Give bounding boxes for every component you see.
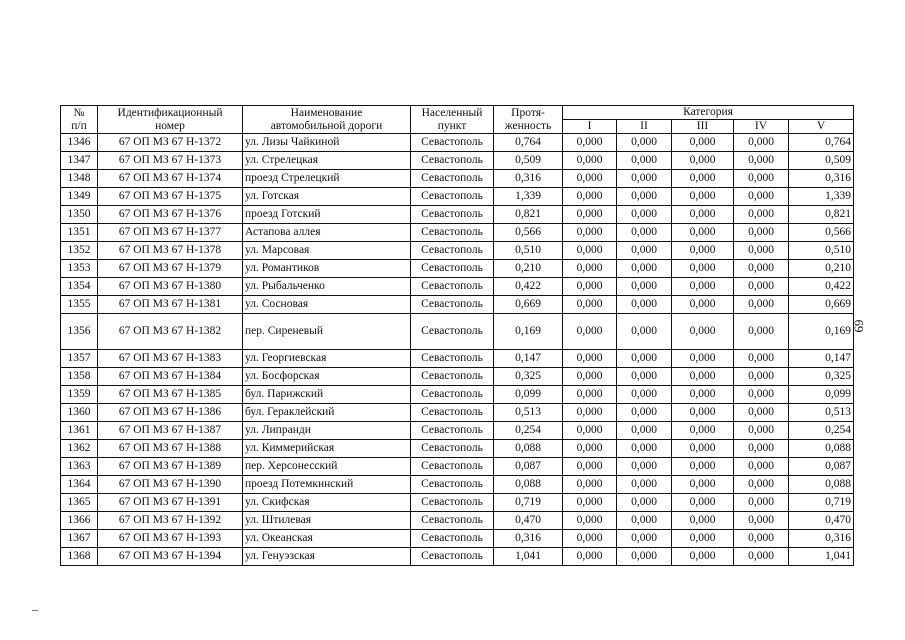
cell-number: 1355 — [61, 296, 98, 314]
cell-number: 1346 — [61, 134, 98, 152]
cell-cat-1: 0,000 — [563, 224, 617, 242]
cell-road-name: ул. Генуэзская — [243, 548, 411, 566]
cell-road-name: ул. Марсовая — [243, 242, 411, 260]
table-row — [61, 422, 854, 440]
cell-settlement: Севастополь — [411, 296, 494, 314]
cell-length: 0,510 — [494, 242, 563, 260]
table-row — [61, 494, 854, 512]
cell-number: 1365 — [61, 494, 98, 512]
cell-length: 0,254 — [494, 422, 563, 440]
cell-settlement: Севастополь — [411, 494, 494, 512]
cell-settlement: Севастополь — [411, 530, 494, 548]
cell-cat-3: 0,000 — [672, 224, 734, 242]
cell-cat-2: 0,000 — [617, 296, 672, 314]
cell-cat-3: 0,000 — [672, 458, 734, 476]
cell-road-name: ул. Липранди — [243, 422, 411, 440]
cell-cat-3: 0,000 — [672, 548, 734, 566]
cell-length: 0,316 — [494, 530, 563, 548]
cell-cat-5: 1,041 — [789, 548, 854, 566]
cell-number: 1367 — [61, 530, 98, 548]
cell-cat-3: 0,000 — [672, 512, 734, 530]
roads-table — [60, 105, 854, 566]
cell-cat-2: 0,000 — [617, 188, 672, 206]
cell-cat-5: 0,764 — [789, 134, 854, 152]
cell-cat-2: 0,000 — [617, 476, 672, 494]
cell-id: 67 ОП МЗ 67 Н-1380 — [98, 278, 243, 296]
cell-road-name: ул. Георгиевская — [243, 350, 411, 368]
cell-cat-4: 0,000 — [734, 206, 789, 224]
cell-cat-1: 0,000 — [563, 512, 617, 530]
cell-cat-3: 0,000 — [672, 476, 734, 494]
cell-length: 1,339 — [494, 188, 563, 206]
table-row — [61, 404, 854, 422]
cell-cat-3: 0,000 — [672, 368, 734, 386]
cell-cat-3: 0,000 — [672, 206, 734, 224]
cell-road-name: бул. Парижский — [243, 386, 411, 404]
cell-cat-2: 0,000 — [617, 512, 672, 530]
cell-road-name: пер. Херсонесский — [243, 458, 411, 476]
cell-number: 1351 — [61, 224, 98, 242]
cell-cat-1: 0,000 — [563, 296, 617, 314]
cell-settlement: Севастополь — [411, 440, 494, 458]
cell-cat-1: 0,000 — [563, 404, 617, 422]
cell-length: 0,669 — [494, 296, 563, 314]
cell-id: 67 ОП МЗ 67 Н-1390 — [98, 476, 243, 494]
table-row — [61, 548, 854, 566]
header-cat-5: V — [789, 120, 854, 134]
cell-cat-5: 0,088 — [789, 440, 854, 458]
table-row — [61, 368, 854, 386]
cell-cat-4: 0,000 — [734, 404, 789, 422]
table-row — [61, 152, 854, 170]
table-row — [61, 458, 854, 476]
cell-road-name: ул. Киммерийская — [243, 440, 411, 458]
cell-cat-4: 0,000 — [734, 368, 789, 386]
cell-cat-1: 0,000 — [563, 170, 617, 188]
cell-id: 67 ОП МЗ 67 Н-1384 — [98, 368, 243, 386]
cell-length: 0,470 — [494, 512, 563, 530]
cell-cat-2: 0,000 — [617, 404, 672, 422]
cell-cat-3: 0,000 — [672, 350, 734, 368]
cell-cat-1: 0,000 — [563, 314, 617, 350]
cell-settlement: Севастополь — [411, 512, 494, 530]
cell-cat-4: 0,000 — [734, 152, 789, 170]
cell-cat-5: 0,325 — [789, 368, 854, 386]
cell-cat-4: 0,000 — [734, 260, 789, 278]
cell-cat-4: 0,000 — [734, 512, 789, 530]
cell-cat-4: 0,000 — [734, 422, 789, 440]
table-row — [61, 530, 854, 548]
cell-cat-5: 0,316 — [789, 530, 854, 548]
cell-id: 67 ОП МЗ 67 Н-1382 — [98, 314, 243, 350]
cell-cat-4: 0,000 — [734, 278, 789, 296]
cell-road-name: ул. Лизы Чайкиной — [243, 134, 411, 152]
cell-length: 0,087 — [494, 458, 563, 476]
header-id: Идентификационный номер — [98, 106, 243, 134]
cell-cat-5: 1,339 — [789, 188, 854, 206]
cell-id: 67 ОП МЗ 67 Н-1376 — [98, 206, 243, 224]
cell-number: 1350 — [61, 206, 98, 224]
cell-length: 0,325 — [494, 368, 563, 386]
table-row — [61, 224, 854, 242]
cell-cat-4: 0,000 — [734, 242, 789, 260]
cell-road-name: ул. Скифская — [243, 494, 411, 512]
cell-cat-2: 0,000 — [617, 314, 672, 350]
cell-number: 1352 — [61, 242, 98, 260]
cell-length: 0,513 — [494, 404, 563, 422]
table-body — [61, 134, 854, 566]
cell-number: 1368 — [61, 548, 98, 566]
cell-cat-2: 0,000 — [617, 422, 672, 440]
cell-cat-1: 0,000 — [563, 242, 617, 260]
table-row — [61, 386, 854, 404]
cell-cat-5: 0,719 — [789, 494, 854, 512]
cell-cat-1: 0,000 — [563, 206, 617, 224]
cell-road-name: пер. Сиреневый — [243, 314, 411, 350]
cell-number: 1354 — [61, 278, 98, 296]
cell-road-name: ул. Романтиков — [243, 260, 411, 278]
cell-road-name: проезд Готский — [243, 206, 411, 224]
cell-cat-2: 0,000 — [617, 134, 672, 152]
cell-settlement: Севастополь — [411, 260, 494, 278]
cell-id: 67 ОП МЗ 67 Н-1379 — [98, 260, 243, 278]
header-length: Протя- женность — [494, 106, 563, 134]
cell-cat-2: 0,000 — [617, 386, 672, 404]
cell-cat-2: 0,000 — [617, 260, 672, 278]
cell-settlement: Севастополь — [411, 188, 494, 206]
cell-cat-5: 0,821 — [789, 206, 854, 224]
cell-cat-1: 0,000 — [563, 440, 617, 458]
cell-length: 1,041 — [494, 548, 563, 566]
cell-settlement: Севастополь — [411, 314, 494, 350]
cell-cat-3: 0,000 — [672, 440, 734, 458]
cell-cat-1: 0,000 — [563, 134, 617, 152]
cell-settlement: Севастополь — [411, 404, 494, 422]
cell-cat-3: 0,000 — [672, 422, 734, 440]
cell-settlement: Севастополь — [411, 350, 494, 368]
table-row — [61, 512, 854, 530]
cell-cat-4: 0,000 — [734, 476, 789, 494]
cell-cat-1: 0,000 — [563, 386, 617, 404]
table-row — [61, 278, 854, 296]
cell-settlement: Севастополь — [411, 152, 494, 170]
cell-length: 0,719 — [494, 494, 563, 512]
cell-cat-3: 0,000 — [672, 188, 734, 206]
cell-cat-5: 0,088 — [789, 476, 854, 494]
cell-settlement: Севастополь — [411, 134, 494, 152]
cell-length: 0,210 — [494, 260, 563, 278]
cell-settlement: Севастополь — [411, 548, 494, 566]
cell-cat-5: 0,316 — [789, 170, 854, 188]
cell-cat-4: 0,000 — [734, 314, 789, 350]
cell-cat-1: 0,000 — [563, 350, 617, 368]
cell-cat-5: 0,509 — [789, 152, 854, 170]
cell-cat-5: 0,422 — [789, 278, 854, 296]
header-cat-1: I — [563, 120, 617, 134]
cell-cat-3: 0,000 — [672, 134, 734, 152]
table-row — [61, 260, 854, 278]
cell-id: 67 ОП МЗ 67 Н-1389 — [98, 458, 243, 476]
cell-cat-5: 0,099 — [789, 386, 854, 404]
cell-cat-2: 0,000 — [617, 170, 672, 188]
cell-cat-4: 0,000 — [734, 296, 789, 314]
cell-road-name: ул. Готская — [243, 188, 411, 206]
cell-cat-1: 0,000 — [563, 278, 617, 296]
cell-cat-4: 0,000 — [734, 458, 789, 476]
cell-cat-2: 0,000 — [617, 368, 672, 386]
cell-length: 0,821 — [494, 206, 563, 224]
header-cat-3: III — [672, 120, 734, 134]
cell-road-name: ул. Босфорская — [243, 368, 411, 386]
header-cat-4: IV — [734, 120, 789, 134]
cell-road-name: ул. Рыбальченко — [243, 278, 411, 296]
cell-length: 0,316 — [494, 170, 563, 188]
cell-id: 67 ОП МЗ 67 Н-1394 — [98, 548, 243, 566]
cell-cat-2: 0,000 — [617, 152, 672, 170]
cell-cat-1: 0,000 — [563, 494, 617, 512]
cell-cat-1: 0,000 — [563, 260, 617, 278]
cell-number: 1348 — [61, 170, 98, 188]
cell-cat-4: 0,000 — [734, 530, 789, 548]
cell-cat-3: 0,000 — [672, 278, 734, 296]
cell-id: 67 ОП МЗ 67 Н-1375 — [98, 188, 243, 206]
cell-id: 67 ОП МЗ 67 Н-1373 — [98, 152, 243, 170]
cell-id: 67 ОП МЗ 67 Н-1372 — [98, 134, 243, 152]
cell-cat-4: 0,000 — [734, 440, 789, 458]
cell-cat-1: 0,000 — [563, 548, 617, 566]
cell-road-name: ул. Штилевая — [243, 512, 411, 530]
table-row — [61, 350, 854, 368]
cell-settlement: Севастополь — [411, 476, 494, 494]
cell-cat-3: 0,000 — [672, 404, 734, 422]
cell-length: 0,169 — [494, 314, 563, 350]
cell-id: 67 ОП МЗ 67 Н-1381 — [98, 296, 243, 314]
table-row — [61, 206, 854, 224]
cell-cat-3: 0,000 — [672, 386, 734, 404]
cell-road-name: ул. Океанская — [243, 530, 411, 548]
table-row — [61, 170, 854, 188]
cell-cat-5: 0,566 — [789, 224, 854, 242]
cell-length: 0,088 — [494, 440, 563, 458]
cell-road-name: Астапова аллея — [243, 224, 411, 242]
cell-number: 1361 — [61, 422, 98, 440]
cell-cat-5: 0,210 — [789, 260, 854, 278]
cell-cat-1: 0,000 — [563, 458, 617, 476]
header-category: Категория — [563, 106, 854, 120]
cell-cat-3: 0,000 — [672, 260, 734, 278]
cell-settlement: Севастополь — [411, 170, 494, 188]
cell-cat-4: 0,000 — [734, 170, 789, 188]
cell-id: 67 ОП МЗ 67 Н-1374 — [98, 170, 243, 188]
cell-settlement: Севастополь — [411, 422, 494, 440]
cell-cat-2: 0,000 — [617, 530, 672, 548]
cell-number: 1353 — [61, 260, 98, 278]
cell-cat-2: 0,000 — [617, 206, 672, 224]
cell-cat-2: 0,000 — [617, 224, 672, 242]
cell-cat-2: 0,000 — [617, 548, 672, 566]
cell-length: 0,509 — [494, 152, 563, 170]
cell-id: 67 ОП МЗ 67 Н-1393 — [98, 530, 243, 548]
table-row — [61, 188, 854, 206]
cell-cat-5: 0,470 — [789, 512, 854, 530]
cell-cat-5: 0,669 — [789, 296, 854, 314]
table-row — [61, 314, 854, 350]
header-cat-2: II — [617, 120, 672, 134]
cell-id: 67 ОП МЗ 67 Н-1392 — [98, 512, 243, 530]
cell-cat-3: 0,000 — [672, 530, 734, 548]
cell-number: 1349 — [61, 188, 98, 206]
cell-cat-3: 0,000 — [672, 170, 734, 188]
table-row — [61, 134, 854, 152]
table-row — [61, 476, 854, 494]
cell-cat-4: 0,000 — [734, 350, 789, 368]
cell-number: 1364 — [61, 476, 98, 494]
table-row — [61, 440, 854, 458]
cell-cat-2: 0,000 — [617, 440, 672, 458]
cell-cat-4: 0,000 — [734, 494, 789, 512]
cell-cat-1: 0,000 — [563, 530, 617, 548]
cell-number: 1363 — [61, 458, 98, 476]
cell-road-name: проезд Потемкинский — [243, 476, 411, 494]
cell-cat-3: 0,000 — [672, 314, 734, 350]
cell-cat-2: 0,000 — [617, 350, 672, 368]
cell-length: 0,764 — [494, 134, 563, 152]
cell-cat-5: 0,169 — [789, 314, 854, 350]
cell-road-name: ул. Стрелецкая — [243, 152, 411, 170]
cell-road-name: проезд Стрелецкий — [243, 170, 411, 188]
cell-cat-1: 0,000 — [563, 152, 617, 170]
cell-id: 67 ОП МЗ 67 Н-1387 — [98, 422, 243, 440]
cell-road-name: бул. Гераклейский — [243, 404, 411, 422]
cell-id: 67 ОП МЗ 67 Н-1386 — [98, 404, 243, 422]
cell-cat-2: 0,000 — [617, 458, 672, 476]
cell-cat-1: 0,000 — [563, 422, 617, 440]
cell-cat-2: 0,000 — [617, 242, 672, 260]
cell-cat-4: 0,000 — [734, 224, 789, 242]
cell-cat-2: 0,000 — [617, 278, 672, 296]
cell-number: 1359 — [61, 386, 98, 404]
cell-settlement: Севастополь — [411, 458, 494, 476]
cell-number: 1366 — [61, 512, 98, 530]
cell-cat-4: 0,000 — [734, 548, 789, 566]
cell-id: 67 ОП МЗ 67 Н-1383 — [98, 350, 243, 368]
cell-length: 0,099 — [494, 386, 563, 404]
cell-number: 1356 — [61, 314, 98, 350]
cell-settlement: Севастополь — [411, 386, 494, 404]
cell-cat-1: 0,000 — [563, 476, 617, 494]
margin-mark — [32, 610, 38, 611]
header-settlement: Населенный пункт — [411, 106, 494, 134]
cell-cat-4: 0,000 — [734, 134, 789, 152]
cell-settlement: Севастополь — [411, 242, 494, 260]
cell-cat-5: 0,510 — [789, 242, 854, 260]
table-header — [61, 106, 854, 134]
cell-cat-1: 0,000 — [563, 188, 617, 206]
cell-number: 1360 — [61, 404, 98, 422]
cell-cat-3: 0,000 — [672, 242, 734, 260]
cell-id: 67 ОП МЗ 67 Н-1391 — [98, 494, 243, 512]
cell-length: 0,422 — [494, 278, 563, 296]
cell-number: 1357 — [61, 350, 98, 368]
cell-cat-3: 0,000 — [672, 152, 734, 170]
cell-cat-4: 0,000 — [734, 188, 789, 206]
cell-length: 0,566 — [494, 224, 563, 242]
cell-settlement: Севастополь — [411, 206, 494, 224]
cell-cat-5: 0,513 — [789, 404, 854, 422]
header-number: № п/п — [61, 106, 98, 134]
cell-cat-3: 0,000 — [672, 296, 734, 314]
cell-id: 67 ОП МЗ 67 Н-1385 — [98, 386, 243, 404]
cell-cat-5: 0,254 — [789, 422, 854, 440]
cell-cat-5: 0,147 — [789, 350, 854, 368]
cell-cat-3: 0,000 — [672, 494, 734, 512]
cell-cat-1: 0,000 — [563, 368, 617, 386]
cell-length: 0,147 — [494, 350, 563, 368]
cell-settlement: Севастополь — [411, 368, 494, 386]
header-road-name: Наименование автомобильной дороги — [243, 106, 411, 134]
cell-number: 1347 — [61, 152, 98, 170]
cell-cat-4: 0,000 — [734, 386, 789, 404]
cell-number: 1362 — [61, 440, 98, 458]
page-number: 69 — [851, 319, 867, 333]
cell-id: 67 ОП МЗ 67 Н-1378 — [98, 242, 243, 260]
cell-settlement: Севастополь — [411, 224, 494, 242]
cell-cat-5: 0,087 — [789, 458, 854, 476]
table-row — [61, 296, 854, 314]
cell-cat-2: 0,000 — [617, 494, 672, 512]
cell-length: 0,088 — [494, 476, 563, 494]
cell-road-name: ул. Сосновая — [243, 296, 411, 314]
cell-settlement: Севастополь — [411, 278, 494, 296]
cell-number: 1358 — [61, 368, 98, 386]
cell-id: 67 ОП МЗ 67 Н-1377 — [98, 224, 243, 242]
cell-id: 67 ОП МЗ 67 Н-1388 — [98, 440, 243, 458]
table-row — [61, 242, 854, 260]
